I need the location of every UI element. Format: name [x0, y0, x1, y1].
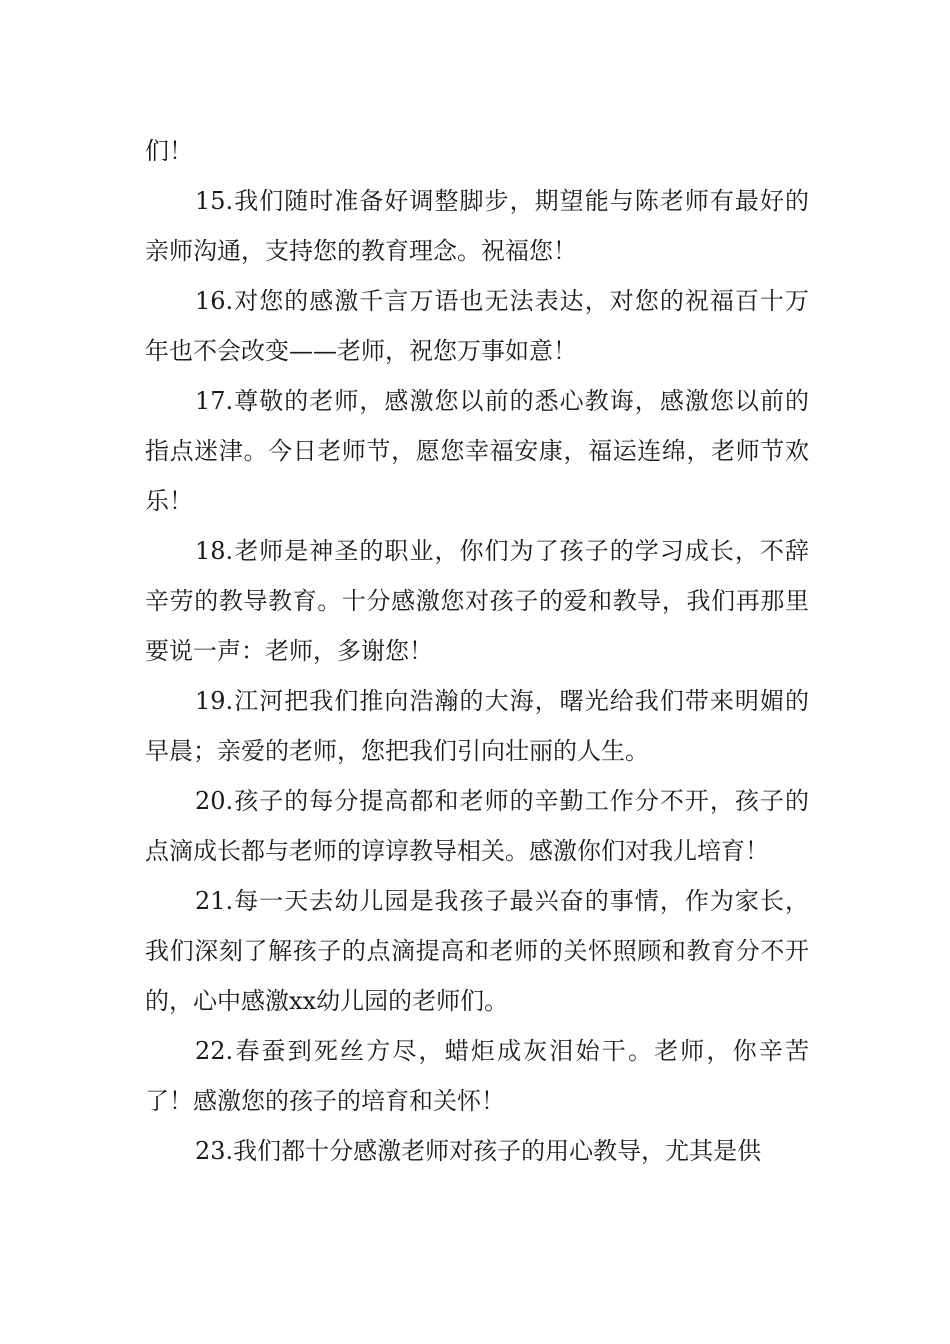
paragraph-21: 21.每一天去幼儿园是我孩子最兴奋的事情，作为家长，我们深刻了解孩子的点滴提高和老师的关怀照顾和教育分不开的，心中感激xx幼儿园的老师们。 — [145, 887, 809, 1015]
paragraph-continuation: 们！ — [145, 137, 193, 165]
paragraph-22: 22.春蚕到死丝方尽，蜡炬成灰泪始干。老师，你辛苦了！感激您的孩子的培育和关怀！ — [145, 1037, 809, 1115]
paragraph-16: 16.对您的感激千言万语也无法表达，对您的祝福百十万年也不会改变——老师，祝您万事如意！ — [145, 287, 809, 365]
paragraph-23: 23.我们都十分感激老师对孩子的用心教导，尤其是供 — [195, 1137, 762, 1165]
paragraph-20: 20.孩子的每分提高都和老师的辛勤工作分不开，孩子的点滴成长都与老师的谆谆教导相关。感激你们对我儿培育！ — [145, 787, 809, 865]
paragraph-15: 15.我们随时准备好调整脚步，期望能与陈老师有最好的亲师沟通，支持您的教育理念。祝福您！ — [145, 187, 809, 265]
paragraph-19: 19.江河把我们推向浩瀚的大海，曙光给我们带来明媚的早晨；亲爱的老师，您把我们引向壮丽的人生。 — [145, 687, 809, 765]
paragraph-18: 18.老师是神圣的职业，你们为了孩子的学习成长，不辞辛劳的教导教育。十分感激您对孩子的爱和教导，我们再那里要说一声：老师，多谢您！ — [145, 537, 809, 665]
paragraph-17: 17.尊敬的老师，感激您以前的悉心教诲，感激您以前的指点迷津。今日老师节，愿您幸福安康，福运连绵，老师节欢乐！ — [145, 387, 809, 515]
document-body — [145, 126, 809, 1176]
